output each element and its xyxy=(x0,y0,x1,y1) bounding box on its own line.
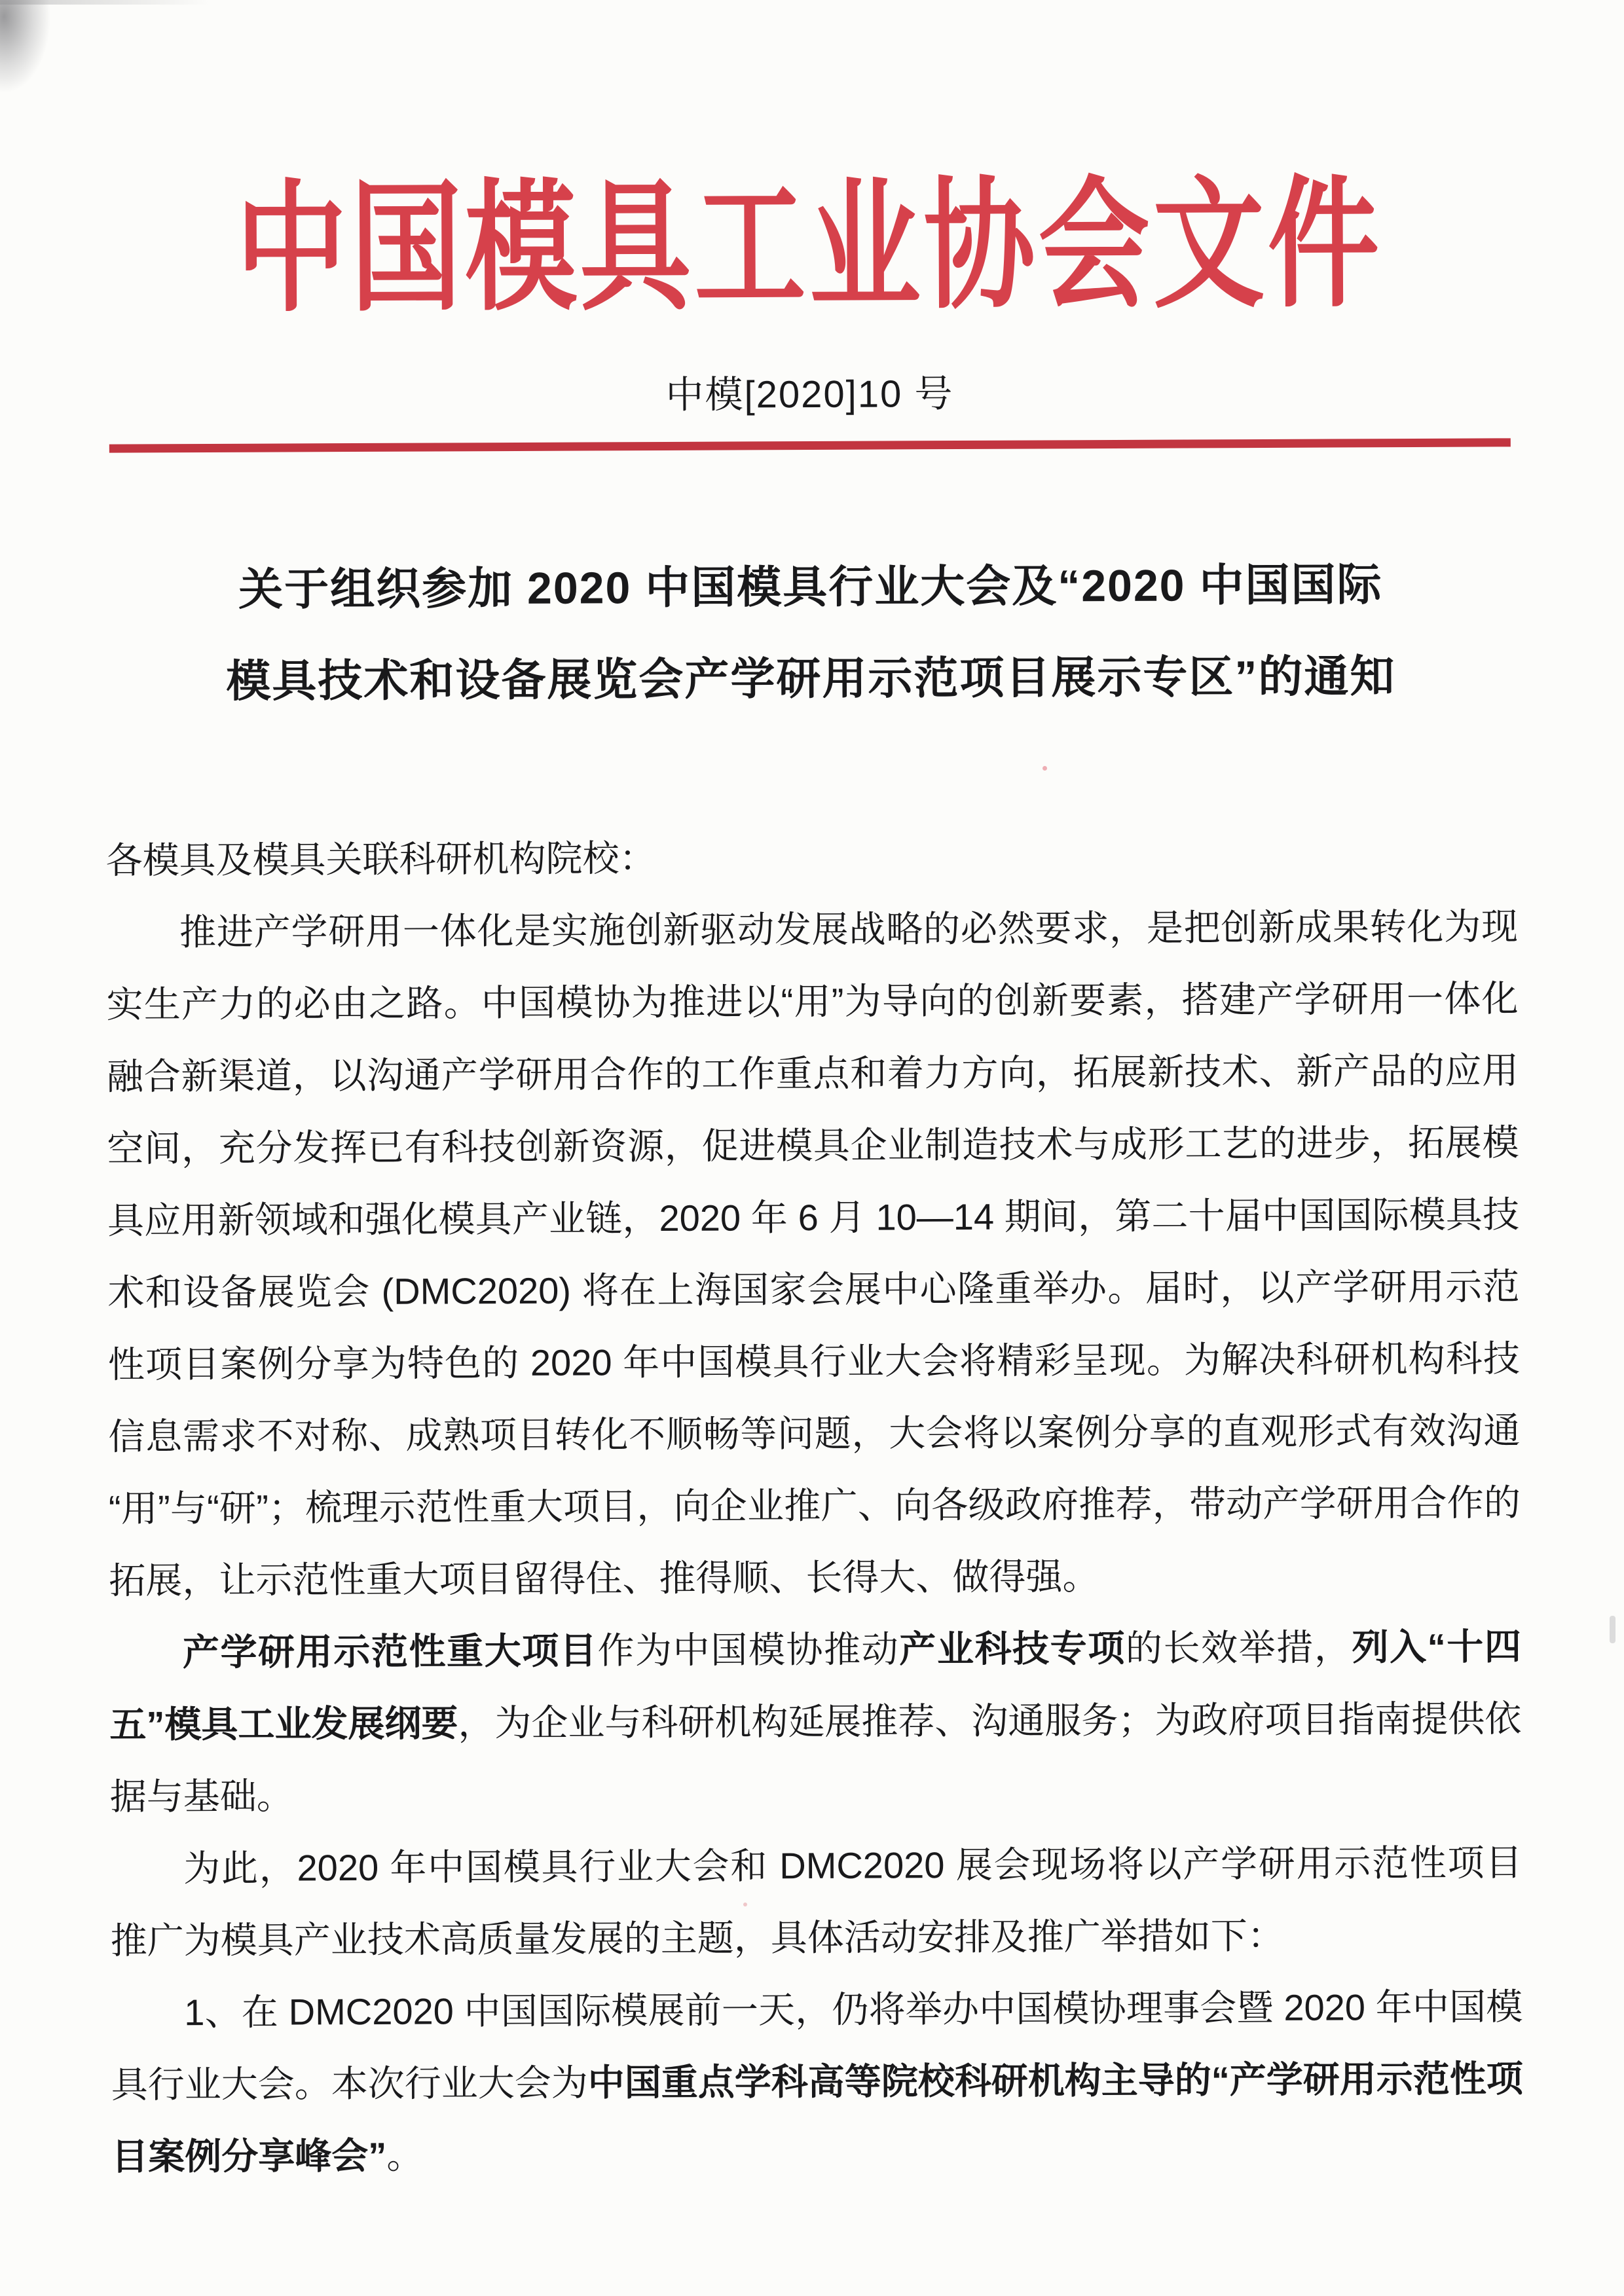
text-run: ，为企业与科研机构延展推荐、沟通服务；为政府项目指南提供依据与基础。 xyxy=(109,1698,1522,1817)
text-run: 作为中国模协推动 xyxy=(597,1628,900,1671)
text-run: 的长效举措， xyxy=(1125,1626,1352,1669)
document-title-line2: 模具技术和设备展览会产学研用示范项目展示专区”的通知 xyxy=(226,651,1396,706)
bold-text-run: 产业科技专项 xyxy=(899,1627,1126,1670)
document-body xyxy=(105,818,1523,2193)
text-run: 推进产学研用一体化是实施创新驱动发展战略的必然要求，是把创新成果转化为现实生产力的必由之路。中国模协为推进以“用”为导向的创新要素，搭建产学研用一体化融合新渠道，以沟通产学研用合作的工作重点和着力方向，拓展新技术、新产品的应用空间，充分发挥已有科技创新资源，促进模具企业制造技术与成形工艺的进步，拓展模具应用新领域和强化模具产业链，2020 年 6 月 10—14 期间，第二十届中国国际模具技术和设备展览会 (DMC2020) 将在上海国家会展中心隆重举办。届时，以产学研用示范性项目案例分享为特色的 2020 年中国模具行业大会将精彩呈现。为解决科研机构科技信息需求不对称、成熟项目转化不顺畅等问题，大会将以案例分享的直观形式有效沟通“用”与“研”；梳理示范性重大项目，向企业推广、向各级政府推荐，带动产学研用合作的拓展，让示范性重大项目留得住、推得顺、长得大、做得强。 xyxy=(106,905,1521,1601)
body-paragraphs xyxy=(106,890,1524,2193)
red-divider-line xyxy=(109,438,1511,452)
paragraph xyxy=(109,1611,1522,1832)
org-letterhead-title: 中国模具工业协会文件 xyxy=(235,168,1383,329)
doc-number: 中模[2020]10 号 xyxy=(665,373,954,416)
salutation: 各模具及模具关联科研机构院校： xyxy=(105,837,656,881)
text-run: 为此，2020 年中国模具行业大会和 DMC2020 展会现场将以产学研用示范性项目推广为模具产业技术高质量发展的主题，具体活动安排及推广举措如下： xyxy=(110,1842,1522,1961)
document-title-line1: 关于组织参加 2020 中国模具行业大会及“2020 中国国际 xyxy=(238,560,1383,615)
paragraph xyxy=(111,1971,1523,2193)
text-run: 1、在 DMC2020 中国国际模展前一天，仍将举办中国模协理事会暨 2020 年中国模具行业大会。本次行业大会为 xyxy=(111,1986,1523,2105)
paragraph xyxy=(106,890,1521,1616)
bold-text-run: 中国重点学科高等院校科研机构主导的“产学研用示范性项目案例分享峰会” xyxy=(111,2058,1523,2178)
bold-text-run: 产学研用示范性重大项目 xyxy=(182,1630,598,1673)
text-run: 。 xyxy=(386,2134,424,2176)
document-title xyxy=(70,538,1551,728)
paragraph xyxy=(110,1827,1522,1977)
bold-text-run: 列入“十四五”模具工业发展纲要 xyxy=(109,1626,1522,1745)
